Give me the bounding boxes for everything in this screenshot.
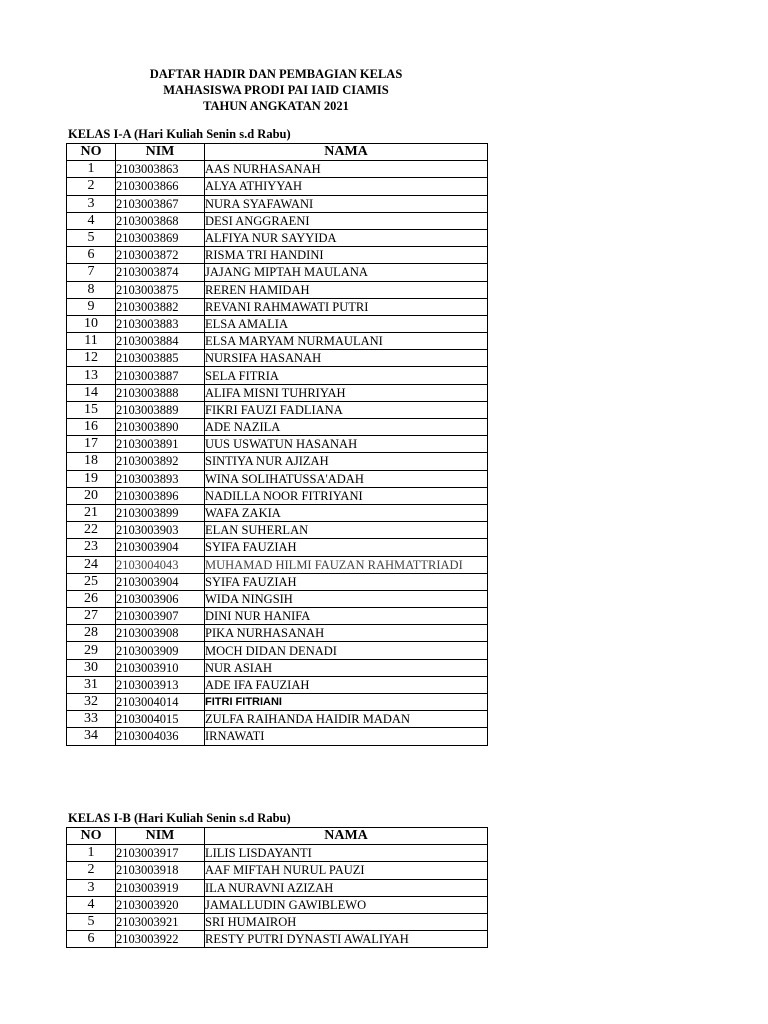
table-row [67, 161, 488, 178]
table-row [67, 229, 488, 246]
cell-no: 9 [67, 298, 116, 315]
cell-nim: 2103003869 [116, 229, 205, 246]
cell-nama: ZULFA RAIHANDA HAIDIR MADAN [205, 711, 488, 728]
cell-nama: FIKRI FAUZI FADLIANA [205, 401, 488, 418]
cell-nama: FITRI FITRIANI [205, 694, 488, 711]
cell-no: 11 [67, 333, 116, 350]
cell-no: 3 [67, 195, 116, 212]
column-header-nim: NIM [116, 828, 205, 845]
cell-nim: 2103004015 [116, 711, 205, 728]
cell-nama: SINTIYA NUR AJIZAH [205, 453, 488, 470]
cell-nim: 2103003918 [116, 862, 205, 879]
table-row [67, 195, 488, 212]
cell-nama: WINA SOLIHATUSSA'ADAH [205, 470, 488, 487]
table-row [67, 539, 488, 556]
column-header-nama: NAMA [205, 144, 488, 161]
cell-nim: 2103003920 [116, 896, 205, 913]
title-line-2: MAHASISWA PRODI PAI IAID CIAMIS [163, 83, 389, 97]
table-row [67, 419, 488, 436]
document-title [66, 66, 486, 114]
cell-nim: 2103003891 [116, 436, 205, 453]
cell-nim: 2103003872 [116, 247, 205, 264]
table-row [67, 487, 488, 504]
cell-no: 34 [67, 728, 116, 745]
table-row [67, 913, 488, 930]
cell-no: 5 [67, 913, 116, 930]
table-row [67, 350, 488, 367]
cell-no: 17 [67, 436, 116, 453]
cell-no: 7 [67, 264, 116, 281]
table-row [67, 676, 488, 693]
cell-nim: 2103003913 [116, 676, 205, 693]
table-header-row [67, 144, 488, 161]
column-header-no: NO [67, 144, 116, 161]
table-row [67, 931, 488, 948]
cell-nim: 2103003899 [116, 504, 205, 521]
table-row [67, 367, 488, 384]
cell-nim: 2103003888 [116, 384, 205, 401]
cell-nim: 2103003903 [116, 522, 205, 539]
table-row [67, 711, 488, 728]
class-heading-ia: KELAS I-A (Hari Kuliah Senin s.d Rabu) [68, 127, 291, 141]
cell-nim: 2103003867 [116, 195, 205, 212]
cell-no: 18 [67, 453, 116, 470]
cell-nama: REREN HAMIDAH [205, 281, 488, 298]
cell-no: 28 [67, 625, 116, 642]
cell-nim: 2103003874 [116, 264, 205, 281]
cell-nama: UUS USWATUN HASANAH [205, 436, 488, 453]
table-row [67, 315, 488, 332]
title-line-1: DAFTAR HADIR DAN PEMBAGIAN KELAS [149, 67, 403, 81]
cell-nama: RESTY PUTRI DYNASTI AWALIYAH [205, 931, 488, 948]
table-row [67, 522, 488, 539]
cell-nim: 2103004014 [116, 694, 205, 711]
table-row [67, 504, 488, 521]
cell-nama: ALIFA MISNI TUHRIYAH [205, 384, 488, 401]
table-row [67, 264, 488, 281]
cell-nama: DESI ANGGRAENI [205, 212, 488, 229]
column-header-no: NO [67, 828, 116, 845]
table-row [67, 178, 488, 195]
table-row [67, 470, 488, 487]
cell-nama: IRNAWATI [205, 728, 488, 745]
cell-nim: 2103003893 [116, 470, 205, 487]
cell-no: 12 [67, 350, 116, 367]
cell-nama: MUHAMAD HILMI FAUZAN RAHMATTRIADI [205, 556, 488, 573]
cell-nama: WIDA NINGSIH [205, 590, 488, 607]
cell-no: 26 [67, 590, 116, 607]
cell-no: 2 [67, 178, 116, 195]
table-row [67, 862, 488, 879]
cell-no: 20 [67, 487, 116, 504]
table-row [67, 879, 488, 896]
cell-nama: SELA FITRIA [205, 367, 488, 384]
table-row [67, 896, 488, 913]
table-row [67, 401, 488, 418]
cell-nim: 2103003887 [116, 367, 205, 384]
cell-nama: ADE IFA FAUZIAH [205, 676, 488, 693]
table-row [67, 453, 488, 470]
table-row [67, 556, 488, 573]
class-table-ib [66, 827, 488, 948]
cell-no: 22 [67, 522, 116, 539]
cell-no: 29 [67, 642, 116, 659]
cell-no: 6 [67, 931, 116, 948]
class-table-ia [66, 143, 488, 746]
cell-nim: 2103003922 [116, 931, 205, 948]
cell-nim: 2103003917 [116, 845, 205, 862]
cell-no: 4 [67, 212, 116, 229]
cell-no: 27 [67, 608, 116, 625]
cell-nama: NURA SYAFAWANI [205, 195, 488, 212]
cell-nama: SYIFA FAUZIAH [205, 573, 488, 590]
cell-no: 32 [67, 694, 116, 711]
cell-nama: ALYA ATHIYYAH [205, 178, 488, 195]
cell-nim: 2103003909 [116, 642, 205, 659]
cell-no: 2 [67, 862, 116, 879]
column-header-nim: NIM [116, 144, 205, 161]
cell-nim: 2103003863 [116, 161, 205, 178]
cell-nim: 2103004043 [116, 556, 205, 573]
cell-no: 31 [67, 676, 116, 693]
table-row [67, 659, 488, 676]
cell-no: 5 [67, 229, 116, 246]
cell-nim: 2103003921 [116, 913, 205, 930]
cell-nim: 2103003904 [116, 539, 205, 556]
cell-nama: ELSA AMALIA [205, 315, 488, 332]
cell-no: 10 [67, 315, 116, 332]
table-row [67, 642, 488, 659]
cell-nim: 2103003884 [116, 333, 205, 350]
cell-nama: ELSA MARYAM NURMAULANI [205, 333, 488, 350]
cell-nama: ALFIYA NUR SAYYIDA [205, 229, 488, 246]
cell-nim: 2103003908 [116, 625, 205, 642]
cell-nim: 2103003883 [116, 315, 205, 332]
cell-no: 6 [67, 247, 116, 264]
table-row [67, 384, 488, 401]
cell-nim: 2103003890 [116, 419, 205, 436]
cell-nama: PIKA NURHASANAH [205, 625, 488, 642]
cell-nim: 2103003904 [116, 573, 205, 590]
cell-no: 21 [67, 504, 116, 521]
cell-no: 13 [67, 367, 116, 384]
cell-nim: 2103003919 [116, 879, 205, 896]
cell-no: 16 [67, 419, 116, 436]
cell-nama: SRI HUMAIROH [205, 913, 488, 930]
cell-no: 1 [67, 161, 116, 178]
cell-nim: 2103003882 [116, 298, 205, 315]
column-header-nama: NAMA [205, 828, 488, 845]
table-row [67, 212, 488, 229]
cell-nim: 2103003885 [116, 350, 205, 367]
cell-nama: NUR ASIAH [205, 659, 488, 676]
cell-no: 4 [67, 896, 116, 913]
table-row [67, 728, 488, 745]
table-row [67, 573, 488, 590]
cell-nama: LILIS LISDAYANTI [205, 845, 488, 862]
cell-nama: JAMALLUDIN GAWIBLEWO [205, 896, 488, 913]
cell-nim: 2103003866 [116, 178, 205, 195]
table-header-row [67, 828, 488, 845]
cell-nama: WAFA ZAKIA [205, 504, 488, 521]
cell-no: 25 [67, 573, 116, 590]
table-row [67, 436, 488, 453]
cell-nim: 2103003896 [116, 487, 205, 504]
cell-nama: NURSIFA HASANAH [205, 350, 488, 367]
table-row [67, 845, 488, 862]
cell-nama: SYIFA FAUZIAH [205, 539, 488, 556]
cell-nama: NADILLA NOOR FITRIYANI [205, 487, 488, 504]
cell-no: 3 [67, 879, 116, 896]
cell-nama: DINI NUR HANIFA [205, 608, 488, 625]
table-row [67, 608, 488, 625]
cell-no: 8 [67, 281, 116, 298]
cell-no: 19 [67, 470, 116, 487]
cell-nim: 2103003875 [116, 281, 205, 298]
cell-nama: ELAN SUHERLAN [205, 522, 488, 539]
table-row [67, 333, 488, 350]
cell-nama: ADE NAZILA [205, 419, 488, 436]
cell-nama: MOCH DIDAN DENADI [205, 642, 488, 659]
cell-nama: RISMA TRI HANDINI [205, 247, 488, 264]
cell-no: 1 [67, 845, 116, 862]
cell-nim: 2103003892 [116, 453, 205, 470]
cell-nim: 2103003910 [116, 659, 205, 676]
cell-no: 14 [67, 384, 116, 401]
cell-nama: AAF MIFTAH NURUL PAUZI [205, 862, 488, 879]
table-row [67, 247, 488, 264]
cell-nim: 2103003889 [116, 401, 205, 418]
table-row [67, 590, 488, 607]
cell-nama: AAS NURHASANAH [205, 161, 488, 178]
cell-no: 15 [67, 401, 116, 418]
cell-nama: REVANI RAHMAWATI PUTRI [205, 298, 488, 315]
cell-nim: 2103003907 [116, 608, 205, 625]
class-heading-ib: KELAS I-B (Hari Kuliah Senin s.d Rabu) [68, 811, 291, 825]
table-row [67, 694, 488, 711]
table-row [67, 625, 488, 642]
cell-nim: 2103004036 [116, 728, 205, 745]
cell-nama: ILA NURAVNI AZIZAH [205, 879, 488, 896]
cell-nim: 2103003906 [116, 590, 205, 607]
cell-no: 30 [67, 659, 116, 676]
table-row [67, 298, 488, 315]
table-row [67, 281, 488, 298]
cell-no: 23 [67, 539, 116, 556]
cell-nama: JAJANG MIPTAH MAULANA [205, 264, 488, 281]
cell-no: 33 [67, 711, 116, 728]
title-line-3: TAHUN ANGKATAN 2021 [203, 99, 349, 113]
cell-nim: 2103003868 [116, 212, 205, 229]
cell-no: 24 [67, 556, 116, 573]
